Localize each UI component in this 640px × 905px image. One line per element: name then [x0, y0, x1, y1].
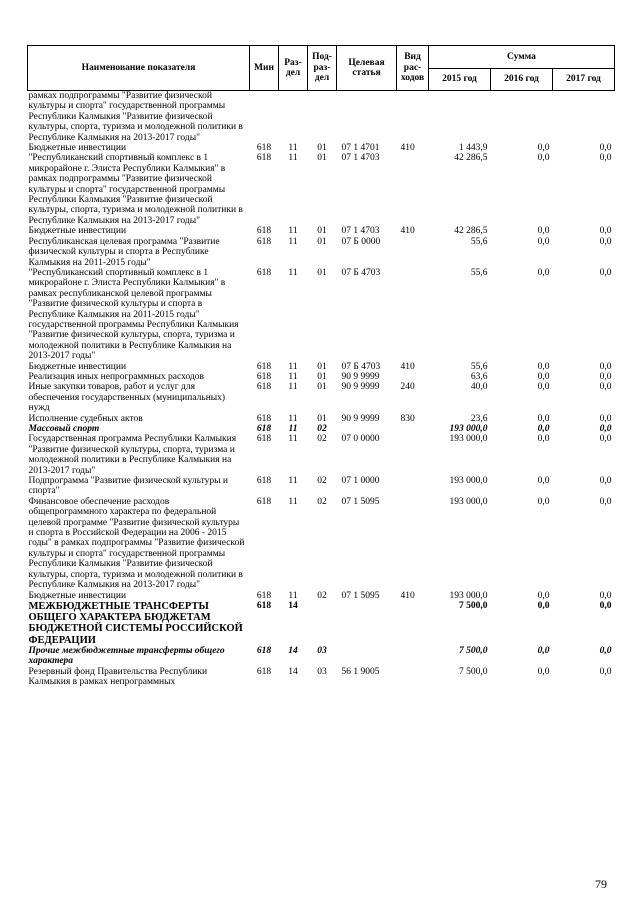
min-cell: 618 — [256, 382, 272, 393]
name-cell: Реализация иных непрограммных расходов — [28, 371, 205, 382]
sum-2017-cell: 0,0 — [599, 424, 612, 434]
vid-cell — [397, 434, 429, 476]
header-2017: 2017 год — [553, 69, 615, 91]
vid-cell — [397, 372, 429, 382]
header-podrazdel: Под-раз-дел — [308, 46, 337, 91]
min-cell: 618 — [256, 267, 272, 278]
vid-cell: 410 — [400, 361, 415, 372]
vid-cell — [397, 497, 429, 591]
table-row — [28, 382, 615, 413]
name-cell: Бюджетные инвестиции — [28, 361, 127, 372]
podrazdel-cell: 01 — [317, 226, 327, 237]
name-cell: Бюджетные инвестиции — [28, 226, 127, 237]
sum-2015-cell: 42 286,5 — [454, 226, 488, 237]
sum-2016-cell: 0,0 — [537, 600, 550, 611]
name-cell: МЕЖБЮДЖЕТНЫЕ ТРАНСФЕРТЫ ОБЩЕГО ХАРАКТЕРА БЮДЖЕТАМ БЮДЖЕТНОЙ СИСТЕМЫ РОССИЙСКОЙ ФЕДЕРАЦИИ — [28, 600, 243, 646]
razdel-cell: 14 — [288, 645, 298, 656]
podrazdel-cell: 02 — [317, 434, 327, 445]
sum-2016-cell: 0,0 — [537, 413, 550, 424]
razdel-cell: 11 — [288, 361, 298, 372]
sum-2017-cell: 0,0 — [599, 236, 612, 247]
header-vid: Вид рас-ходов — [397, 46, 429, 91]
sum-2016-cell: 0,0 — [537, 226, 550, 237]
sum-2015-cell: 40,0 — [470, 382, 488, 393]
sum-2017-cell: 0,0 — [599, 476, 612, 487]
name-cell: "Республиканский спортивный комплекс в 1 микрорайоне г. Элиста Республики Калмыкия" в рамках республиканской целевой программы "Развитие физической культуры и спорта в Республике Калмыкия на 2011-2015 годы" государственной программы Республики Калмыкия "Развитие физической культуры, спорта, туризма и молодежной политики в Республике Калмыкия на 2013-2017 годы" — [28, 267, 239, 362]
razdel-cell: 11 — [288, 382, 298, 393]
table-row — [28, 414, 615, 424]
razdel-cell: 11 — [288, 143, 298, 154]
podrazdel-cell — [308, 601, 337, 646]
podrazdel-cell: 02 — [317, 424, 327, 434]
sum-2017-cell: 0,0 — [599, 434, 612, 445]
celevaya-cell: 07 1 0000 — [341, 476, 380, 487]
min-cell: 618 — [256, 666, 272, 677]
min-cell: 618 — [256, 645, 272, 656]
sum-2016-cell: 0,0 — [537, 424, 550, 434]
min-cell: 618 — [256, 226, 272, 237]
celevaya-cell — [337, 601, 397, 646]
sum-2015-cell: 193 000,0 — [449, 476, 488, 487]
celevaya-cell: 07 Б 4703 — [341, 361, 381, 372]
budget-page — [27, 45, 615, 687]
min-cell: 618 — [256, 413, 272, 424]
sum-2015-cell: 7 500,0 — [459, 600, 488, 611]
sum-2016-cell: 0,0 — [537, 666, 550, 677]
vid-cell — [397, 646, 429, 667]
razdel-cell: 11 — [288, 236, 298, 247]
name-cell: Резервный фонд Правительства Республики Калмыкия в рамках непрограммных — [28, 666, 208, 687]
name-cell: Бюджетные инвестиции — [28, 143, 127, 154]
sum-2017-cell: 0,0 — [599, 361, 612, 372]
podrazdel-cell: 01 — [317, 153, 327, 164]
name-cell: "Республиканский спортивный комплекс в 1 микрорайоне г. Элиста Республики Калмыкия" в рамках подпрограммы "Развитие физической культуры и спорта" государственной программы Республики Калмыкия "Развитие физической культуры, спорта, туризма и молодежной политики в Республике Калмыкия на 2013-2017 годы" — [28, 153, 243, 226]
min-cell: 618 — [256, 424, 272, 434]
razdel-cell — [279, 91, 308, 144]
razdel-cell: 11 — [288, 226, 298, 237]
podrazdel-cell: 02 — [317, 476, 327, 487]
celevaya-cell: 07 Б 0000 — [341, 236, 381, 247]
podrazdel-cell: 03 — [317, 666, 327, 677]
sum-2017-cell: 0,0 — [599, 382, 612, 393]
sum-2017-cell: 0,0 — [599, 143, 612, 154]
header-2016: 2016 год — [491, 69, 553, 91]
table-row — [28, 424, 615, 434]
table-row — [28, 372, 615, 382]
sum-2015-cell: 42 286,5 — [454, 153, 488, 164]
name-cell: Финансовое обеспечение расходов общепрограммного характера по федеральной целевой программе "Развитие физической культуры и спорта в Российской Федерации на 2006 - 2015 годы" в рамках подпрограммы "Развитие физической культуры и спорта" государственной программы Республики Калмыкия "Развитие физической культуры, спорта, туризма и молодежной политики в Республике Калмыкия на 2013-2017 годы" — [28, 496, 245, 591]
podrazdel-cell: 01 — [317, 371, 327, 382]
header-summa: Сумма — [429, 46, 615, 69]
sum-2017-cell: 0,0 — [599, 590, 612, 601]
sum-2017-cell: 0,0 — [599, 645, 612, 656]
celevaya-cell: 90 9 9999 — [341, 413, 380, 424]
podrazdel-cell: 02 — [317, 496, 327, 507]
sum-2017-cell: 0,0 — [599, 600, 612, 611]
min-cell: 618 — [256, 371, 272, 382]
sum-2015-cell: 63,6 — [470, 371, 488, 382]
table-row — [28, 226, 615, 236]
table-row — [28, 268, 615, 362]
min-cell: 618 — [256, 434, 272, 445]
celevaya-cell — [337, 646, 397, 667]
sum-2016-cell: 0,0 — [537, 143, 550, 154]
celevaya-cell: 07 1 4703 — [341, 226, 380, 237]
min-cell: 618 — [256, 476, 272, 487]
table-row — [28, 667, 615, 688]
podrazdel-cell: 01 — [317, 361, 327, 372]
podrazdel-cell: 01 — [317, 413, 327, 424]
razdel-cell: 11 — [288, 371, 298, 382]
name-cell: Бюджетные инвестиции — [28, 590, 127, 601]
sum-2016-cell: 0,0 — [537, 153, 550, 164]
vid-cell: 410 — [400, 590, 415, 601]
vid-cell: 240 — [400, 382, 415, 393]
name-cell: рамках подпрограммы "Развитие физической культуры и спорта" государственной программы Республики Калмыкия "Развитие физической культуры, спорта, туризма и молодежной политики в Республике Калмыкия на 2013-2017 годы" — [28, 91, 243, 143]
sum-2016-cell: 0,0 — [537, 267, 550, 278]
razdel-cell: 11 — [288, 496, 298, 507]
min-cell: 618 — [256, 361, 272, 372]
celevaya-cell: 56 1 9005 — [341, 666, 380, 677]
vid-cell — [397, 237, 429, 268]
razdel-cell: 11 — [288, 267, 298, 278]
min-cell: 618 — [256, 236, 272, 247]
table-row — [28, 591, 615, 601]
sum-2015-cell: 193 000,0 — [449, 434, 488, 445]
sum-2017-cell: 0,0 — [599, 371, 612, 382]
name-cell: Массовый спорт — [28, 424, 100, 434]
celevaya-cell — [337, 91, 397, 144]
header-celevaya: Целевая статья — [337, 46, 397, 91]
sum-2015-cell: 193 000,0 — [449, 590, 488, 601]
podrazdel-cell: 01 — [317, 236, 327, 247]
sum-2015-cell: 193 000,0 — [449, 424, 488, 434]
header-min: Мин — [250, 46, 279, 91]
razdel-cell: 14 — [288, 666, 298, 677]
podrazdel-cell: 02 — [317, 590, 327, 601]
razdel-cell: 11 — [288, 153, 298, 164]
table-header — [28, 46, 615, 91]
header-name: Наименование показателя — [28, 46, 250, 91]
table-body — [28, 91, 615, 688]
min-cell — [250, 91, 279, 144]
celevaya-cell: 07 1 5095 — [341, 496, 380, 507]
name-cell: Исполнение судебных актов — [28, 413, 143, 424]
sum-2015-cell: 7 500,0 — [459, 645, 488, 656]
sum-2015-cell: 55,6 — [470, 267, 488, 278]
celevaya-cell: 07 0 0000 — [341, 434, 380, 445]
sum-2016-cell: 0,0 — [537, 371, 550, 382]
sum-2016-cell: 0,0 — [537, 361, 550, 372]
sum-2016-cell: 0,0 — [537, 645, 550, 656]
table-row — [28, 646, 615, 667]
celevaya-cell: 90 9 9999 — [341, 371, 380, 382]
min-cell: 618 — [256, 496, 272, 507]
celevaya-cell: 07 Б 4703 — [341, 267, 381, 278]
table-row — [28, 362, 615, 372]
min-cell: 618 — [256, 590, 272, 601]
sum-2015-cell: 193 000,0 — [449, 496, 488, 507]
sum-2015-cell: 1 443,9 — [459, 143, 488, 154]
vid-cell — [397, 667, 429, 688]
celevaya-cell: 07 1 5095 — [341, 590, 380, 601]
vid-cell — [397, 476, 429, 497]
sum-2016-cell: 0,0 — [537, 236, 550, 247]
sum-2017-cell: 0,0 — [599, 267, 612, 278]
sum-2017-cell — [553, 91, 615, 144]
celevaya-cell: 07 1 4703 — [341, 153, 380, 164]
table-row — [28, 153, 615, 226]
podrazdel-cell: 01 — [317, 382, 327, 393]
sum-2015-cell: 55,6 — [470, 361, 488, 372]
name-cell: Иные закупки товаров, работ и услуг для обеспечения государственных (муниципальных) нужд — [28, 382, 226, 414]
razdel-cell: 11 — [288, 590, 298, 601]
sum-2015-cell: 55,6 — [470, 236, 488, 247]
vid-cell — [397, 601, 429, 646]
sum-2017-cell: 0,0 — [599, 153, 612, 164]
vid-cell — [397, 424, 429, 434]
table-row — [28, 434, 615, 476]
sum-2016-cell: 0,0 — [537, 476, 550, 487]
vid-cell — [397, 153, 429, 226]
sum-2017-cell: 0,0 — [599, 413, 612, 424]
razdel-cell: 11 — [288, 413, 298, 424]
celevaya-cell — [337, 424, 397, 434]
min-cell: 618 — [256, 143, 272, 154]
razdel-cell: 11 — [288, 424, 298, 434]
header-2015: 2015 год — [429, 69, 491, 91]
razdel-cell: 11 — [288, 476, 298, 487]
vid-cell — [397, 268, 429, 362]
sum-2017-cell: 0,0 — [599, 226, 612, 237]
razdel-cell: 14 — [288, 600, 298, 611]
min-cell: 618 — [256, 600, 272, 611]
table-row — [28, 237, 615, 268]
name-cell: Республиканская целевая программа "Развитие физической культуры и спорта в Республике Калмыкия на 2011-2015 годы" — [28, 236, 220, 268]
podrazdel-cell: 01 — [317, 267, 327, 278]
podrazdel-cell: 03 — [317, 645, 327, 656]
vid-cell: 410 — [400, 143, 415, 154]
name-cell: Государственная программа Республики Калмыкия "Развитие физической культуры, спорта, туризма и молодежной политики в Республике Калмыкия на 2013-2017 годы" — [28, 434, 237, 476]
min-cell: 618 — [256, 153, 272, 164]
sum-2017-cell: 0,0 — [599, 496, 612, 507]
name-cell: Подпрограмма "Развитие физической культуры и спорта" — [28, 476, 228, 497]
sum-2016-cell — [491, 91, 553, 144]
sum-2015-cell — [429, 91, 491, 144]
header-razdel: Раз-дел — [279, 46, 308, 91]
podrazdel-cell — [308, 91, 337, 144]
sum-2015-cell: 23,6 — [470, 413, 488, 424]
table-row — [28, 91, 615, 144]
page-number: 79 — [595, 877, 607, 891]
budget-table — [27, 45, 615, 687]
celevaya-cell: 07 1 4701 — [341, 143, 380, 154]
table-row — [28, 143, 615, 153]
vid-cell: 410 — [400, 226, 415, 237]
sum-2015-cell: 7 500,0 — [459, 666, 488, 677]
table-row — [28, 601, 615, 646]
table-row — [28, 497, 615, 591]
sum-2016-cell: 0,0 — [537, 382, 550, 393]
vid-cell: 830 — [400, 413, 415, 424]
sum-2016-cell: 0,0 — [537, 496, 550, 507]
vid-cell — [397, 91, 429, 144]
podrazdel-cell: 01 — [317, 143, 327, 154]
sum-2017-cell: 0,0 — [599, 666, 612, 677]
name-cell: Прочие межбюджетные трансферты общего характера — [28, 645, 225, 667]
sum-2016-cell: 0,0 — [537, 434, 550, 445]
razdel-cell: 11 — [288, 434, 298, 445]
celevaya-cell: 90 9 9999 — [341, 382, 380, 393]
sum-2016-cell: 0,0 — [537, 590, 550, 601]
table-row — [28, 476, 615, 497]
